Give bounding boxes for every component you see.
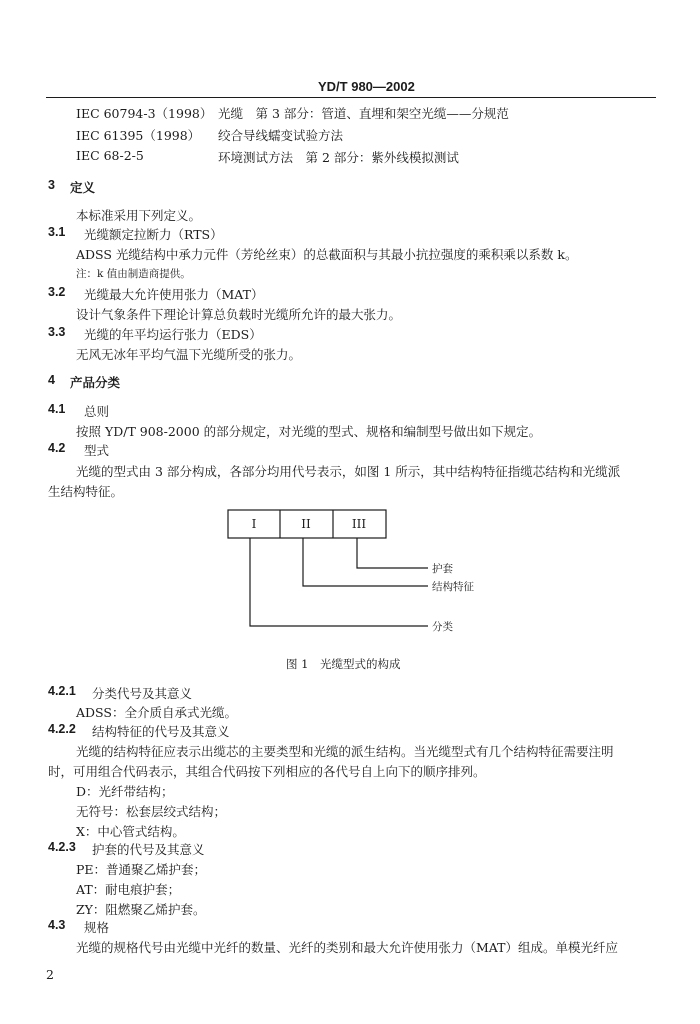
code-box-3: III (351, 517, 367, 531)
label-category: 分类 (432, 621, 453, 633)
section-3-intro: 本标准采用下列定义。 (76, 208, 202, 223)
clause-4-3-number: 4.3 (48, 918, 66, 932)
page-number: 2 (46, 967, 54, 982)
connector-structure (303, 538, 428, 586)
clause-4-2-2-body-line-1: 光缆的结构特征应表示出缆芯的主要类型和光缆的派生结构。当光缆型式有几个结构特征需要注明 (76, 744, 614, 759)
ref-code-1: IEC 60794-3（1998） (76, 106, 213, 121)
code-box-1: I (251, 517, 257, 531)
section-3-title: 定义 (70, 180, 96, 195)
clause-4-2-body-line-2: 生结构特征。 (48, 484, 124, 499)
clause-4-1-number: 4.1 (48, 402, 66, 416)
clause-4-2-2-body-line-2: 时，可用组合代码表示，其组合代码按下列相应的各代号自上向下的顺序排列。 (48, 764, 486, 779)
ref-code-3: IEC 68-2-5 (76, 148, 144, 163)
clause-3-1-note: 注：k 值由制造商提供。 (76, 268, 191, 280)
clause-3-3-body: 无风无冰年平均气温下光缆所受的张力。 (76, 347, 302, 362)
connector-sheath (357, 538, 428, 568)
clause-3-1-title: 光缆额定拉断力（RTS） (84, 227, 223, 242)
clause-4-2-1-item: ADSS：全介质自承式光缆。 (76, 705, 237, 720)
section-4-title: 产品分类 (70, 375, 121, 390)
structure-code-none: 无符号：松套层绞式结构； (76, 804, 227, 819)
sheath-code-pe: PE：普通聚乙烯护套； (76, 862, 207, 877)
label-sheath: 护套 (432, 563, 453, 575)
ref-title-3: 环境测试方法 第 2 部分：紫外线模拟测试 (218, 150, 459, 165)
clause-4-2-2-number: 4.2.2 (48, 722, 76, 736)
sheath-code-at: AT：耐电痕护套； (76, 882, 181, 897)
clause-3-1-number: 3.1 (48, 225, 66, 239)
clause-4-2-title: 型式 (84, 443, 110, 458)
structure-code-d: D：光纤带结构； (76, 784, 174, 799)
ref-title-2: 绞合导线蠕变试验方法 (218, 128, 344, 143)
clause-4-2-number: 4.2 (48, 441, 66, 455)
clause-4-2-3-number: 4.2.3 (48, 840, 76, 854)
standard-code: YD/T 980—2002 (318, 79, 415, 94)
section-4-number: 4 (48, 373, 55, 387)
code-box-2: II (301, 517, 311, 531)
clause-3-3-title: 光缆的年平均运行张力（EDS） (84, 327, 262, 342)
clause-4-2-1-title: 分类代号及其意义 (92, 686, 193, 701)
clause-4-1-body: 按照 YD/T 908-2000 的部分规定，对光缆的型式、规格和编制型号做出如下规定。 (76, 424, 542, 439)
clause-3-1-body: ADSS 光缆结构中承力元件（芳纶丝束）的总截面积与其最小抗拉强度的乘积乘以系数 k。 (76, 247, 578, 262)
clause-4-2-body-line-1: 光缆的型式由 3 部分构成，各部分均用代号表示，如图 1 所示，其中结构特征指缆芯结构和光缆派 (76, 464, 621, 479)
clause-4-2-2-title: 结构特征的代号及其意义 (92, 724, 230, 739)
ref-title-1: 光缆 第 3 部分：管道、直埋和架空光缆——分规范 (218, 106, 509, 121)
clause-4-2-1-number: 4.2.1 (48, 684, 76, 698)
connector-category (250, 538, 428, 626)
structure-code-x: X：中心管式结构。 (76, 824, 185, 839)
clause-3-2-number: 3.2 (48, 285, 66, 299)
clause-3-3-number: 3.3 (48, 325, 66, 339)
clause-3-2-body: 设计气象条件下理论计算总负载时光缆所允许的最大张力。 (76, 307, 402, 322)
sheath-code-zy: ZY：阻燃聚乙烯护套。 (76, 902, 206, 917)
ref-code-2: IEC 61395（1998） (76, 128, 201, 143)
clause-4-3-body: 光缆的规格代号由光缆中光纤的数量、光纤的类别和最大允许使用张力（MAT）组成。单模光纤应 (76, 940, 618, 955)
section-3-number: 3 (48, 178, 55, 192)
clause-4-1-title: 总则 (84, 404, 110, 419)
clause-3-2-title: 光缆最大允许使用张力（MAT） (84, 287, 264, 302)
figure-1-caption: 图 1 光缆型式的构成 (286, 657, 401, 671)
clause-4-2-3-title: 护套的代号及其意义 (92, 842, 205, 857)
label-structure: 结构特征 (432, 581, 474, 593)
clause-4-3-title: 规格 (84, 920, 110, 935)
